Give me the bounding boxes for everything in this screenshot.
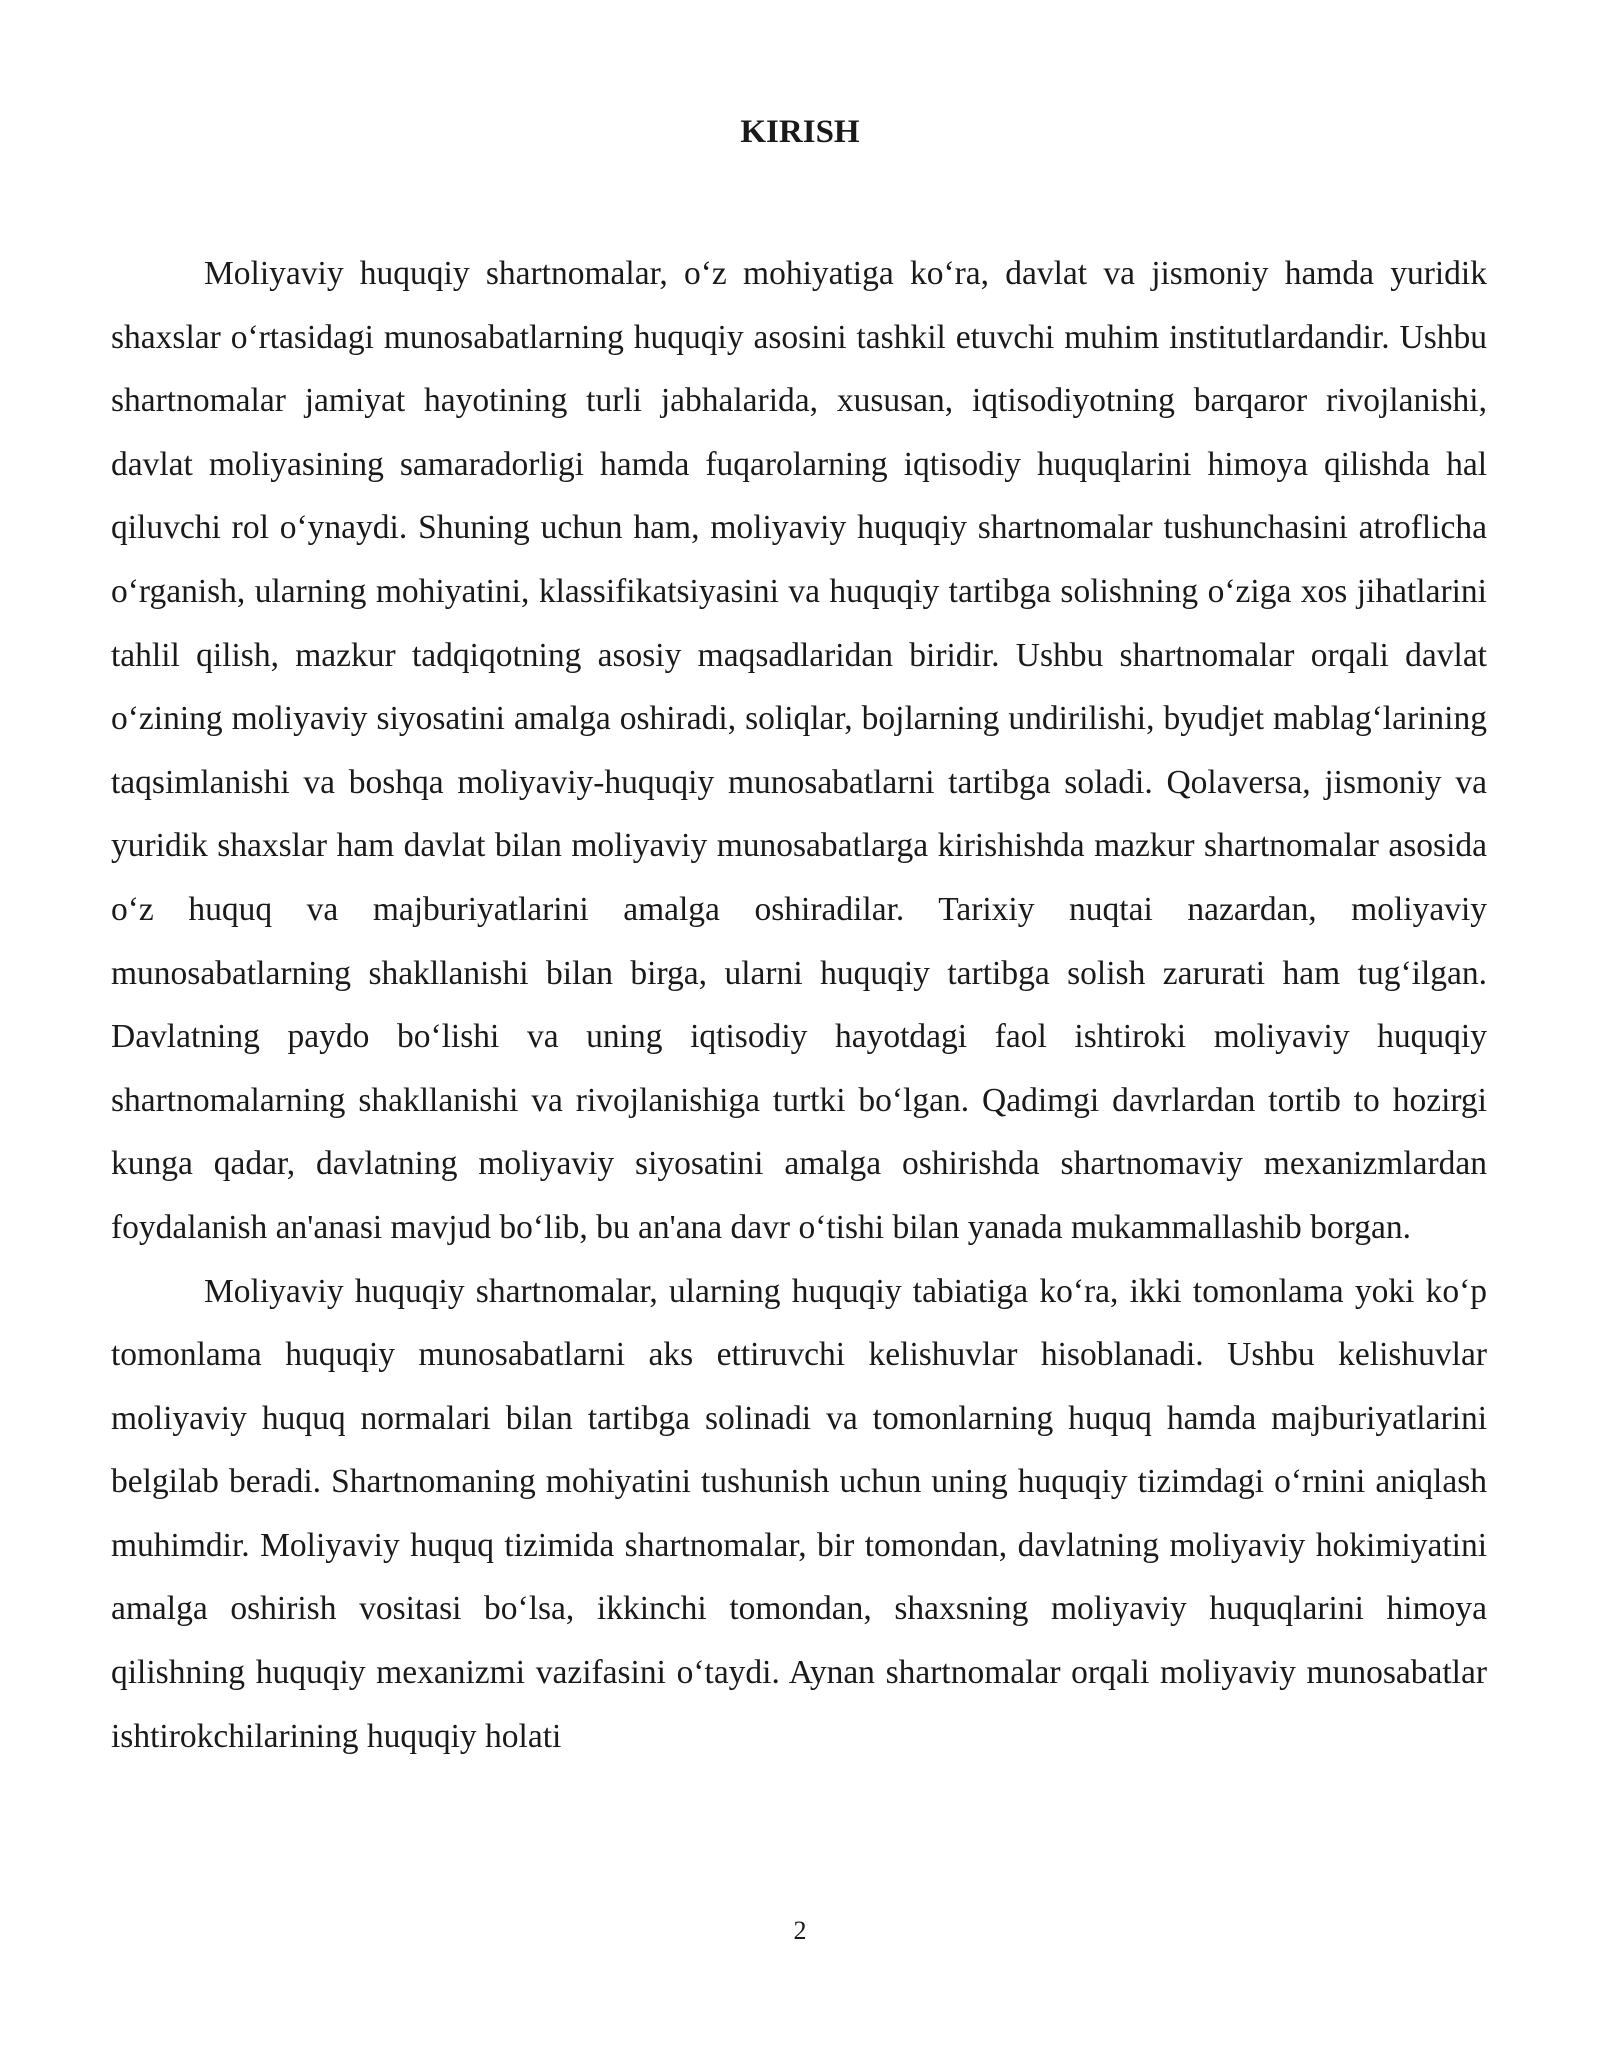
page-number: 2 [793,1916,807,1945]
paragraph-1: Moliyaviy huquqiy shartnomalar, o‘z mohiyatiga ko‘ra, davlat va jismoniy hamda yuridik shaxslar o‘rtasidagi munosabatlarning huquqiy asosini tashkil etuvchi muhim institutlardandir. Ushbu shartnomalar jamiyat hayotining turli jabhalarida, xususan, iqtisodiyotning barqaror rivojlanishi, davlat moliyasining samaradorligi hamda fuqarolarning iqtisodiy huquqlarini himoya qilishda hal qiluvchi rol o‘ynaydi. Shuning uchun ham, moliyaviy huquqiy shartnomalar tushunchasini atroflicha o‘rganish, ularning mohiyatini, klassifikatsiyasini va huquqiy tartibga solishning o‘ziga xos jihatlarini tahlil qilish, mazkur tadqiqotning asosiy maqsadlaridan biridir. Ushbu shartnomalar orqali davlat o‘zining moliyaviy siyosatini amalga oshiradi, soliqlar, bojlarning undirilishi, byudjet mablag‘larining taqsimlanishi va boshqa moliyaviy-huquqiy munosabatlarni tartibga soladi. Qolaversa, jismoniy va yuridik shaxslar ham davlat bilan moliyaviy munosabatlarga kirishishda mazkur shartnomalar asosida o‘z huquq va majburiyatlarini amalga oshiradilar. Tarixiy nuqtai nazardan, moliyaviy munosabatlarning shakllanishi bilan birga, ularni huquqiy tartibga solish zarurati ham tug‘ilgan. Davlatning paydo bo‘lishi va uning iqtisodiy hayotdagi faol ishtiroki moliyaviy huquqiy shartnomalarning shakllanishi va rivojlanishiga turtki bo‘lgan. Qadimgi davrlardan tortib to hozirgi kunga qadar, davlatning moliyaviy siyosatini amalga oshirishda shartnomaviy mexanizmlardan foydalanish an'anasi mavjud bo‘lib, bu an'ana davr o‘tishi bilan yanada mukammallashib borgan. [111,255,1487,1246]
body-text [111,242,1487,1768]
section-title: KIRISH [740,114,860,150]
paragraph-2: Moliyaviy huquqiy shartnomalar, ularning huquqiy tabiatiga ko‘ra, ikki tomonlama yoki ko‘p tomonlama huquqiy munosabatlarni aks ettiruvchi kelishuvlar hisoblanadi. Ushbu kelishuvlar moliyaviy huquq normalari bilan tartibga solinadi va tomonlarning huquq hamda majburiyatlarini belgilab beradi. Shartnomaning mohiyatini tushunish uchun uning huquqiy tizimdagi o‘rnini aniqlash muhimdir. Moliyaviy huquq tizimida shartnomalar, bir tomondan, davlatning moliyaviy hokimiyatini amalga oshirish vositasi bo‘lsa, ikkinchi tomondan, shaxsning moliyaviy huquqlarini himoya qilishning huquqiy mexanizmi vazifasini o‘taydi. Aynan shartnomalar orqali moliyaviy munosabatlar ishtirokchilarining huquqiy holati [111,1272,1487,1755]
